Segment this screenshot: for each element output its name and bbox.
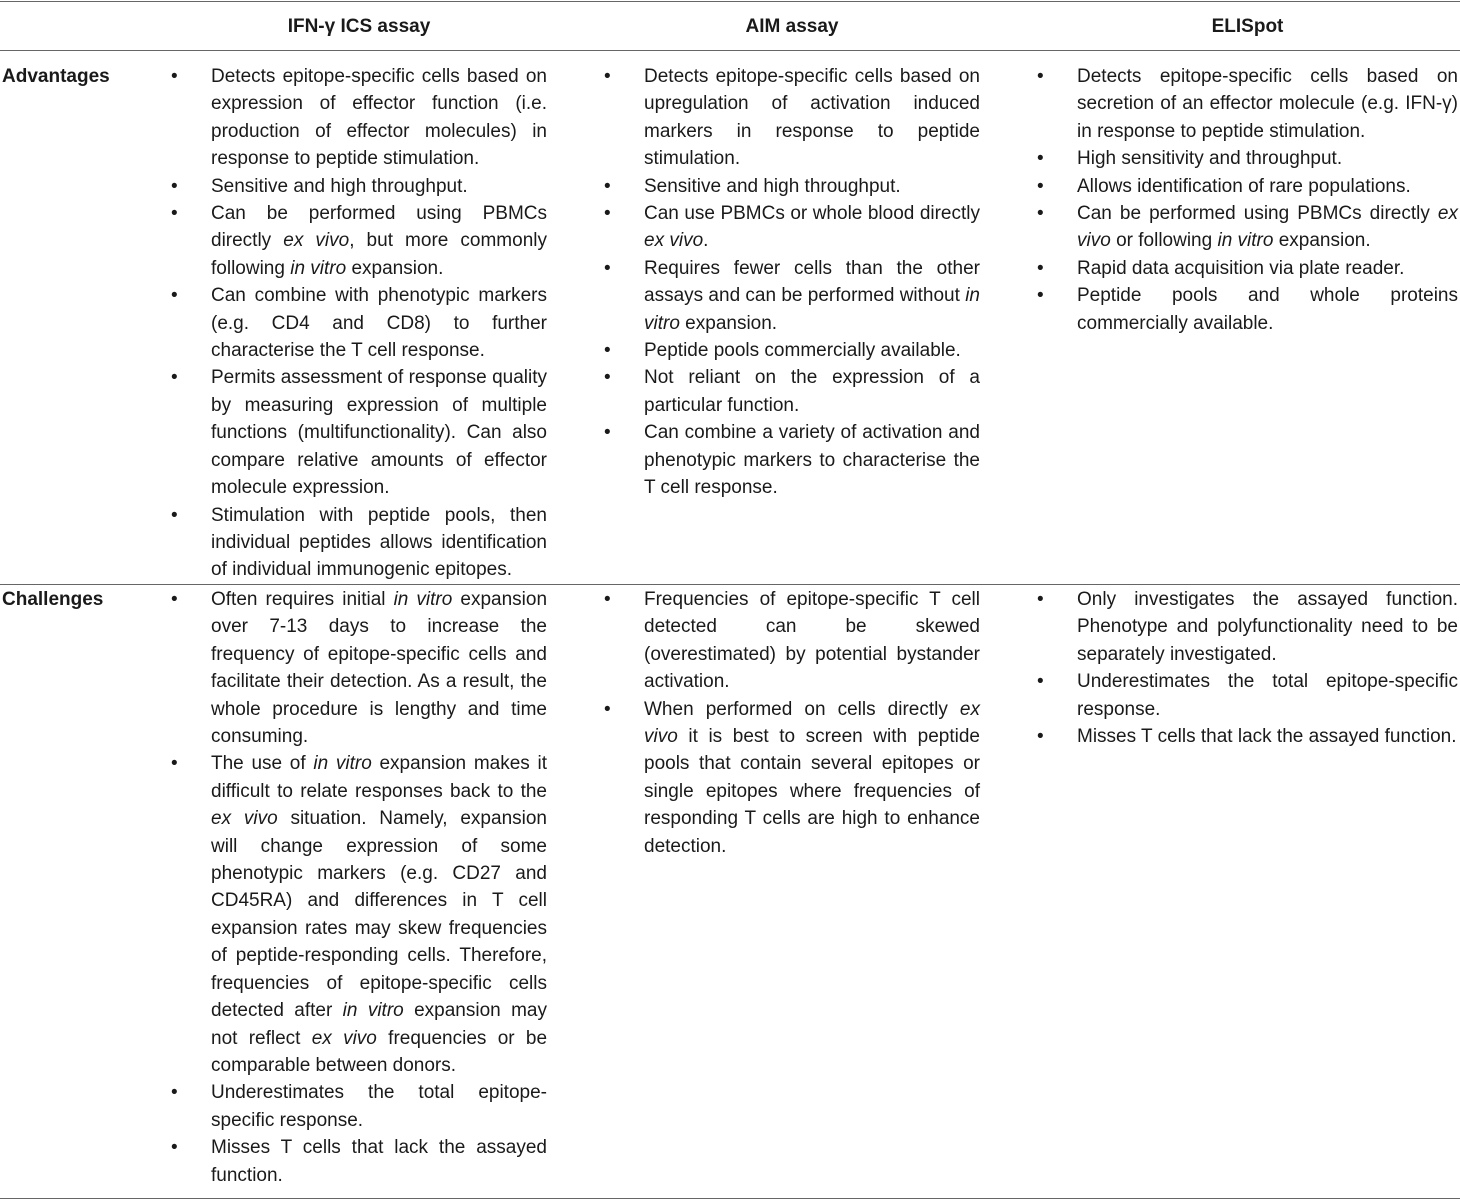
list-item: • Can combine with phenotypic markers (e.g. CD4 and CD8) to further characterise the T cell response. [171, 282, 547, 364]
list-item: • Requires fewer cells than the other assays and can be performed without in vitro expansion. [604, 255, 980, 337]
list-item: • Detects epitope-specific cells based on expression of effector function (i.e. production of effector molecules) in response to peptide stimulation. [171, 63, 547, 173]
row-label-challenges: Challenges [2, 589, 104, 610]
list-item: • The use of in vitro expansion makes it difficult to relate responses back to the ex vivo situation. Namely, expansion will change expression of some phenotypic markers (e.g. CD27 and CD45RA) and differences in T cell expansion rates may skew frequencies of peptide-responding cells. Therefore, frequencies of epitope-specific cells detected after in vitro expansion may not reflect ex vivo frequencies or be comparable between donors. [171, 750, 547, 1079]
list-item: • Often requires initial in vitro expansion over 7-13 days to increase the frequency of epitope-specific cells and facilitate their detection. As a result, the whole procedure is lengthy and time consuming. [171, 586, 547, 750]
list-item: • Permits assessment of response quality by measuring expression of multiple functions (multifunctionality). Can also compare relative amounts of effector molecule expression. [171, 364, 547, 501]
cell-advantages-elispot [1037, 63, 1458, 337]
cell-advantages-aim [604, 63, 980, 502]
list-item: • Underestimates the total epitope-specific response. [1037, 668, 1458, 723]
table-top-rule [0, 1, 1460, 2]
list-item: • Only investigates the assayed function. Phenotype and polyfunctionality need to be separately investigated. [1037, 586, 1458, 668]
list-item: • Peptide pools and whole proteins commercially available. [1037, 282, 1458, 337]
column-header-aim: AIM assay [745, 16, 839, 37]
list-item: • Misses T cells that lack the assayed function. [171, 1134, 547, 1189]
list-item: • Frequencies of epitope-specific T cell detected can be skewed (overestimated) by potential bystander activation. [604, 586, 980, 696]
list-item: • Allows identification of rare populations. [1037, 173, 1458, 200]
list-item: • Underestimates the total epitope-specific response. [171, 1079, 547, 1134]
cell-challenges-elispot [1037, 586, 1458, 750]
row-divider [0, 584, 1460, 585]
list-item: • Detects epitope-specific cells based on secretion of an effector molecule (e.g. IFN-γ) in response to peptide stimulation. [1037, 63, 1458, 145]
column-header-elispot: ELISpot [1211, 16, 1284, 37]
list-item: • When performed on cells directly ex vivo it is best to screen with peptide pools that contain several epitopes or single epitopes where frequencies of responding T cells are high to enhance detection. [604, 696, 980, 860]
list-item: • High sensitivity and throughput. [1037, 145, 1458, 172]
list-item: • Can use PBMCs or whole blood directly ex vivo. [604, 200, 980, 255]
list-item: • Misses T cells that lack the assayed function. [1037, 723, 1458, 750]
list-item: • Not reliant on the expression of a particular function. [604, 364, 980, 419]
list-item: • Detects epitope-specific cells based on upregulation of activation induced markers in response to peptide stimulation. [604, 63, 980, 173]
cell-advantages-ifn-ics [171, 63, 547, 584]
list-item: • Peptide pools commercially available. [604, 337, 980, 364]
list-item: • Can combine a variety of activation and phenotypic markers to characterise the T cell response. [604, 419, 980, 501]
list-item: • Rapid data acquisition via plate reader. [1037, 255, 1458, 282]
list-item: • Sensitive and high throughput. [171, 173, 547, 200]
header-rule [0, 50, 1460, 51]
list-item: • Stimulation with peptide pools, then individual peptides allows identification of individual immunogenic epitopes. [171, 502, 547, 584]
list-item: • Can be performed using PBMCs directly ex vivo or following in vitro expansion. [1037, 200, 1458, 255]
cell-challenges-ifn-ics [171, 586, 547, 1189]
table-bottom-rule [0, 1198, 1460, 1199]
row-label-advantages: Advantages [2, 66, 110, 87]
list-item: • Sensitive and high throughput. [604, 173, 980, 200]
column-header-ifn-ics: IFN-γ ICS assay [287, 16, 431, 37]
list-item: • Can be performed using PBMCs directly ex vivo, but more commonly following in vitro expansion. [171, 200, 547, 282]
cell-challenges-aim [604, 586, 980, 860]
